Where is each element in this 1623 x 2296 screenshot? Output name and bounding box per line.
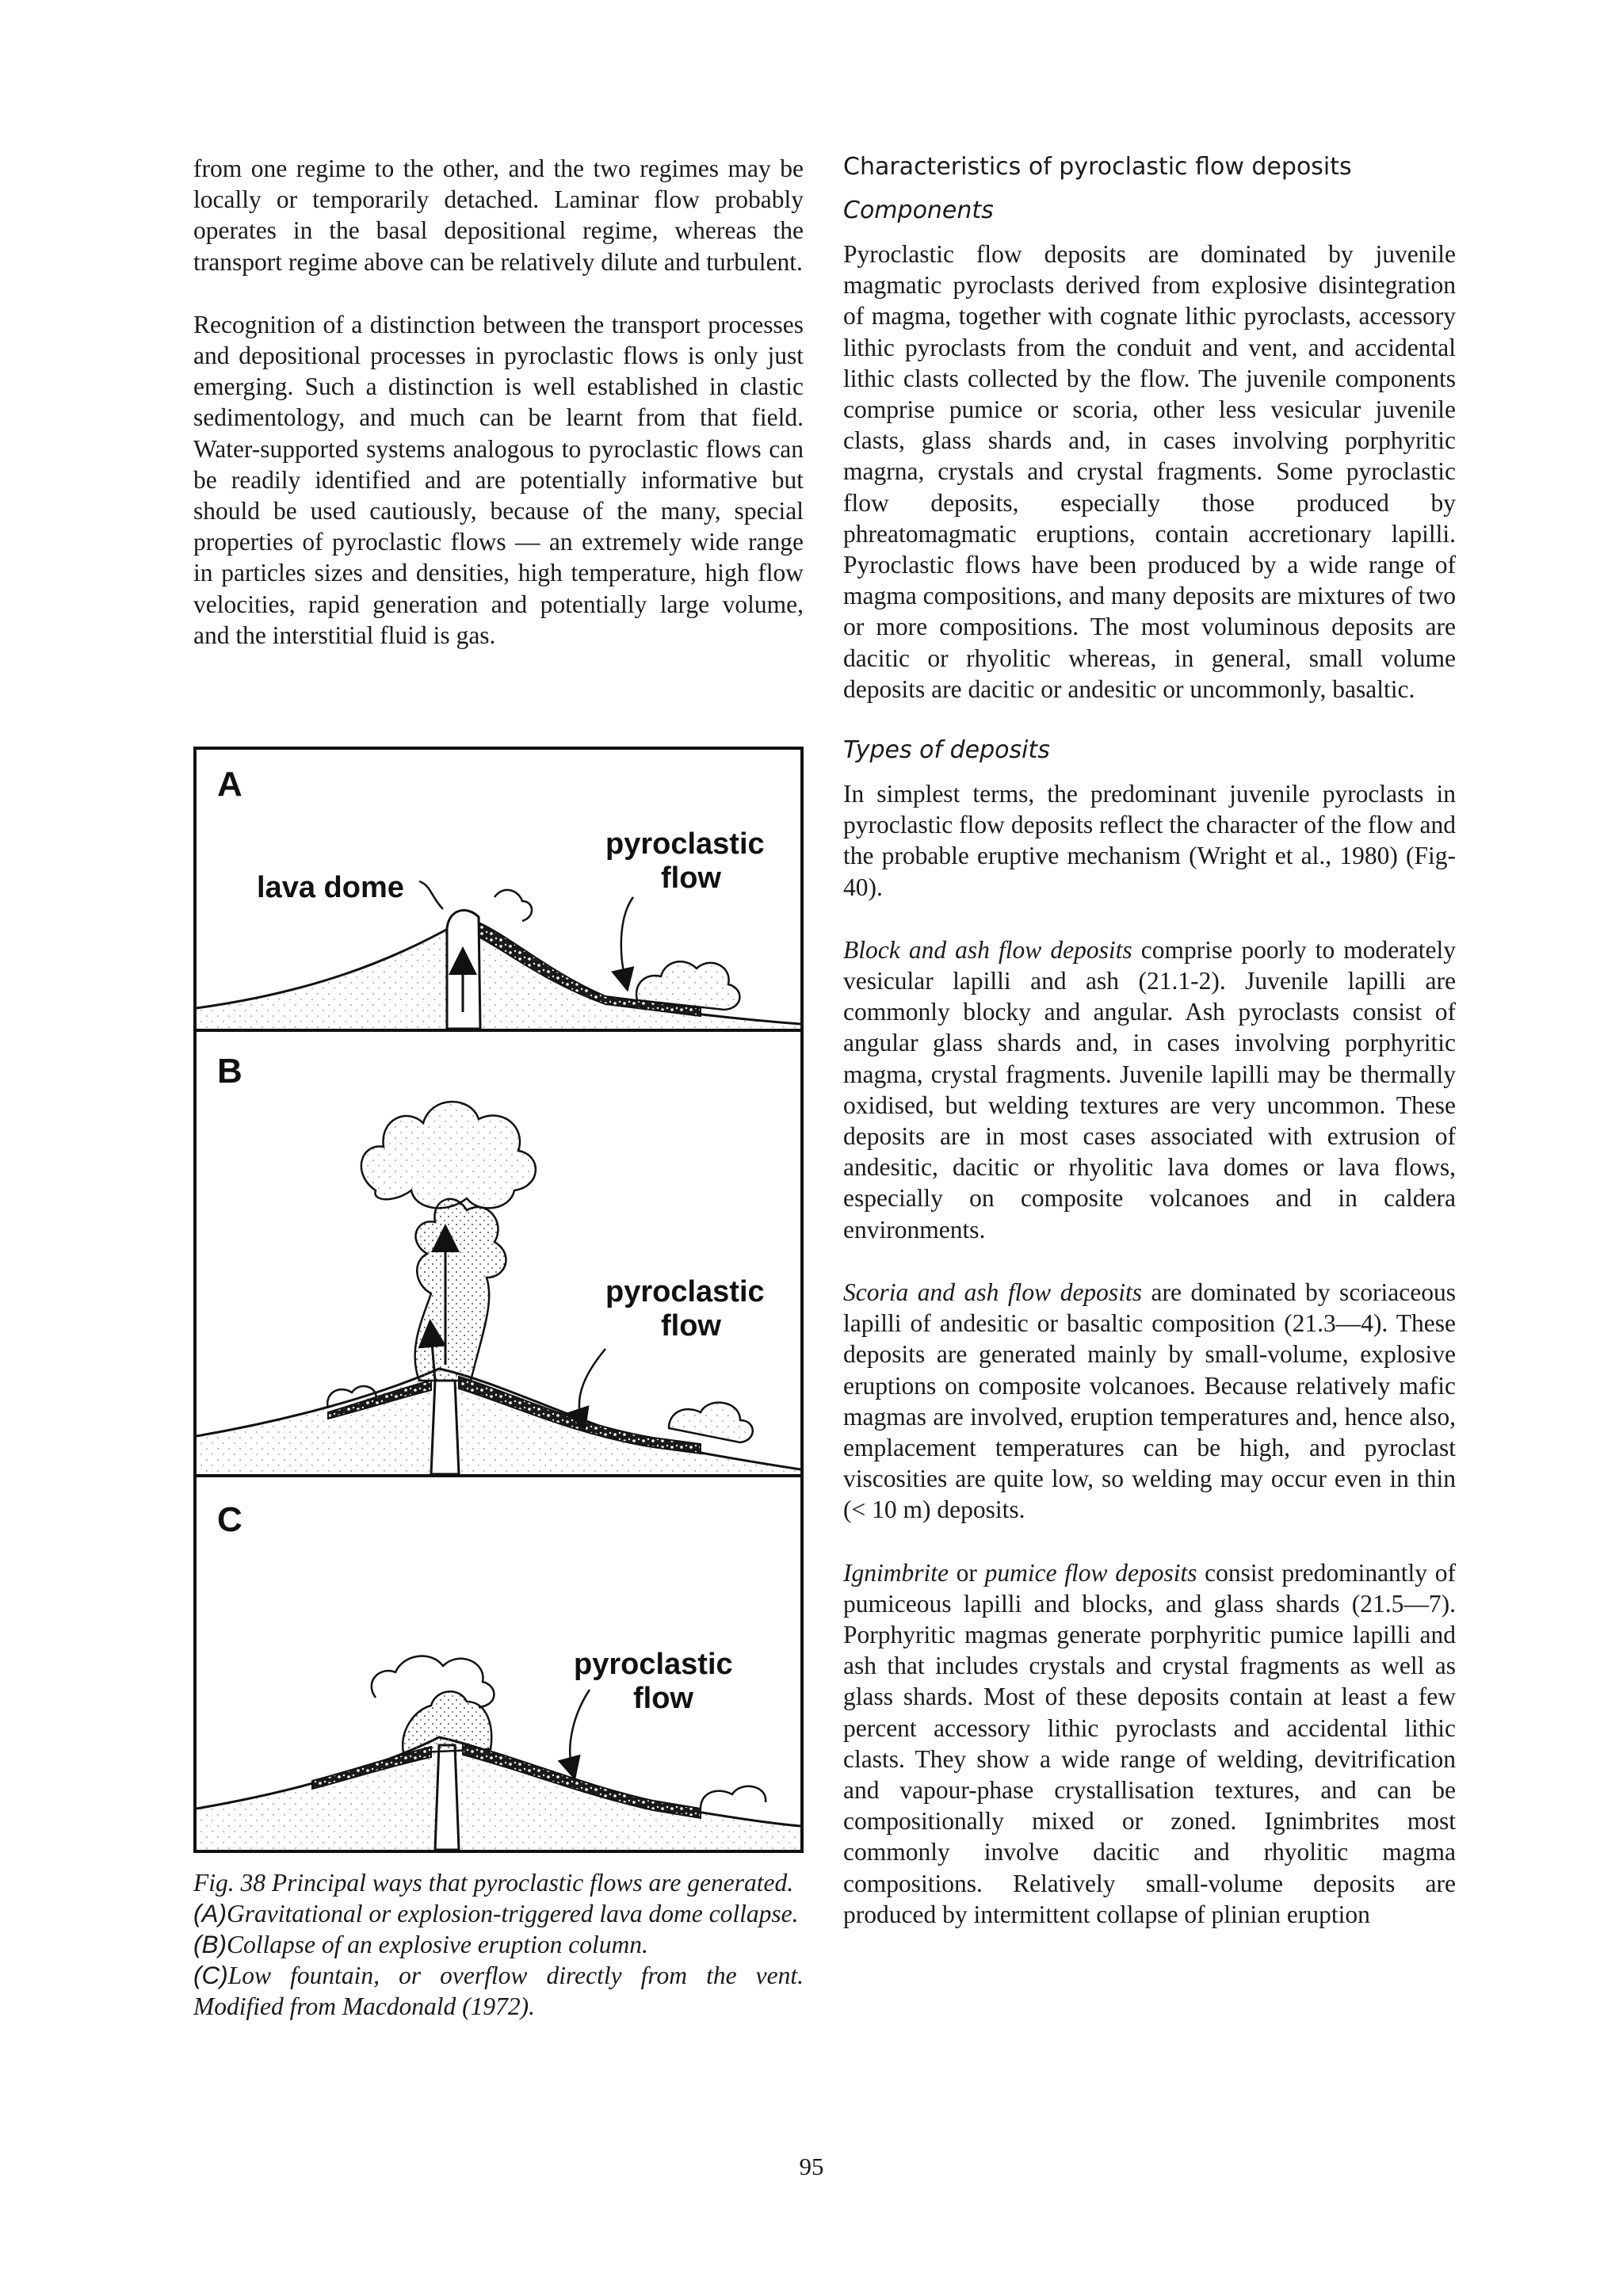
ignimbrite-paragraph: [843, 1557, 1456, 1930]
components-paragraph: Pyroclastic flow deposits are dominated by juvenile magmatic pyroclasts derived from explosive disintegration of magma, together with cognate lithic pyroclasts, accessory lithic pyroclasts from the conduit and vent, and accidental lithic clasts collected by the flow. The juvenile components comprise pumice or scoria, other less vesicular juvenile clasts, glass shards and, in cases involving porphyritic magrna, crystals and crystal fragments. Some pyroclastic flow deposits, especially those produced by phreatomagmatic eruptions, contain accretionary lapilli. Pyroclastic flows have been produced by a wide range of magma compositions, and many deposits are mixtures of two or more compositions. The most voluminous deposits are dacitic or rhyolitic whereas, in general, small volume deposits are dacitic or andesitic or uncommonly, basaltic.: [843, 240, 1456, 703]
scoria-ash-term: Scoria and ash flow deposits: [843, 1278, 1142, 1306]
caption-item-b: [193, 1929, 804, 1960]
caption-text-c: Low fountain, or overflow directly from the vent. Modified from Macdonald (1972).: [193, 1962, 804, 2020]
panel-c-letter: C: [217, 1500, 242, 1539]
caption-item-c: [193, 1960, 804, 2022]
panel-b-letter: B: [217, 1052, 242, 1091]
left-paragraph-2: Recognition of a distinction between the transport processes and depositional processes in pyroclastic flows is only just emerging. Such a distinction is well established in clastic sedimentology, and much can be learnt from that field. Water-supported systems analogous to pyroclastic flows can be readily identified and are potentially informative but should be used cautiously, because of the many, special properties of pyroclastic flows — an extremely wide range in particles sizes and densities, high temperature, high flow velocities, rapid generation and potentially large volume, and the interstitial fluid is gas.: [193, 310, 804, 649]
panel-a-label-flow-1: pyroclastic: [605, 827, 765, 861]
caption-text-b: Collapse of an explosive eruption column.: [227, 1931, 648, 1958]
types-intro-paragraph: In simplest terms, the predominant juvenile pyroclasts in pyroclastic flow deposits reflect the character of the flow and the probable eruptive mechanism (Wright et al., 1980) (Fig- 40).: [843, 780, 1456, 901]
types-heading: Types of deposits: [843, 736, 1050, 765]
panel-a-label-dome: lava dome: [257, 871, 404, 904]
ignimbrite-or: or: [948, 1558, 985, 1587]
caption-item-a: [193, 1898, 804, 1929]
panel-b-conduit: [431, 1381, 459, 1474]
ignimbrite-text: consist predominantly of pumiceous lapilli and blocks, and glass shards (21.5—7). Porphyritic magmas generate porphyritic pumice lapilli and ash that includes crystals and crystal fragments as well as glass shards. Most of these deposits contain at least a few percent accessory lithic pyroclasts and accidental lithic clasts. They show a wide range of welding, devitrification and vapour-phase crystallisation textures, and can be compositionally mixed or zoned. Ignimbrites most commonly involve dacitic and rhyolitic magma compositions. Relatively small-volume deposits are produced by intermittent collapse of plinian eruption: [843, 1558, 1456, 1928]
block-ash-text: comprise poorly to moderately vesicular lapilli and ash (21.1-2). Juvenile lapilli are commonly blocky and angular. Ash pyroclasts consist of angular glass shards and, in cases involving porphyritic magma, crystal fragments. Juvenile lapilli may be thermally oxidised, but welding textures are very uncommon. These deposits are in most cases associated with extrusion of andesitic, dacitic or rhyolitic lava domes or lava flows, especially on composite volcanoes and in caldera environments.: [843, 935, 1456, 1244]
page-number: 95: [799, 2153, 824, 2180]
caption-title: Fig. 38 Principal ways that pyroclastic flows are generated.: [193, 1869, 794, 1897]
left-paragraph-1: from one regime to the other, and the two regimes may be locally or temporarily detached. Laminar flow probably operates in the basal depositional regime, whereas the transport regime above can be relatively dilute and turbulent.: [193, 155, 804, 276]
scoria-ash-paragraph: [843, 1277, 1456, 1526]
caption-text-a: Gravitational or explosion-triggered lava dome collapse.: [227, 1900, 799, 1927]
block-ash-paragraph: [843, 934, 1456, 1245]
section-heading: Characteristics of pyroclastic flow deposits: [843, 153, 1352, 181]
right-column: [843, 153, 1456, 1962]
scoria-ash-text: are dominated by scoriaceous lapilli of andesitic or basaltic composition (21.3—4). These deposits are generated mainly by small-volume, explosive eruptions on composite volcanoes. Because relatively mafic magmas are involved, eruption temperatures and, hence also, emplacement temperatures can be high, and pyroclast viscosities are quite low, so welding may occur even in thin (< 10 m) deposits.: [843, 1278, 1456, 1524]
block-ash-term: Block and ash flow deposits: [843, 935, 1132, 964]
panel-c-label-flow-2: flow: [633, 1682, 693, 1715]
panel-a-letter: A: [217, 765, 242, 804]
panel-c-label-flow-1: pyroclastic: [574, 1648, 733, 1681]
caption-tag-a: (A): [193, 1899, 227, 1927]
components-heading: Components: [843, 197, 994, 224]
figure-caption: [193, 1867, 804, 2022]
figure-38: [193, 747, 804, 1853]
panel-b-label-flow-2: flow: [661, 1309, 721, 1343]
panel-c-conduit: [435, 1745, 459, 1850]
left-column: [193, 153, 804, 682]
caption-tag-b: (B): [193, 1930, 227, 1958]
panel-a-label-flow-2: flow: [661, 861, 721, 895]
caption-tag-c: (C): [193, 1961, 228, 1989]
pumice-flow-term: pumice flow deposits: [984, 1558, 1197, 1587]
panel-b-label-flow-1: pyroclastic: [605, 1275, 765, 1308]
ignimbrite-term: Ignimbrite: [843, 1558, 949, 1587]
